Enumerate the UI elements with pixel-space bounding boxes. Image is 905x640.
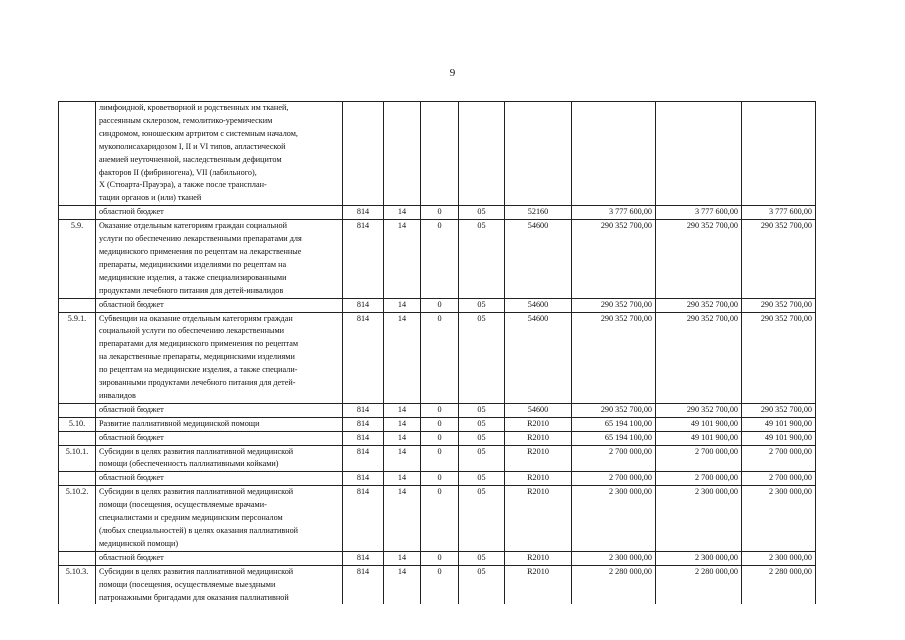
row-name-line: по рецептам на медицинские изделия, а также специали- [99, 365, 298, 375]
row-name-line: X (Стюарта-Прауэра), а также после трансплан- [99, 180, 267, 190]
code-target-cell: R2010 [505, 445, 572, 472]
row-number-cell [59, 102, 96, 206]
code-ministry-cell [343, 102, 384, 206]
row-name-cell [96, 220, 343, 298]
code-program-cell [421, 102, 459, 206]
code-target-cell: 54600 [505, 403, 572, 417]
row-name-line: зированными продуктами лечебного питания для детей- [99, 378, 296, 388]
code-ministry-cell: 814 [343, 298, 384, 312]
row-name-line: рассеянным склерозом, гемолитико-уремическим [99, 115, 273, 125]
code-ministry-cell: 814 [343, 206, 384, 220]
row-name-line: Субвенции на оказание отдельным категориям граждан [99, 313, 293, 323]
sum-year3-cell: 2 300 000,00 [742, 486, 816, 552]
row-name-line: областной бюджет [99, 552, 164, 562]
table-body [59, 102, 816, 605]
code-ministry-cell: 814 [343, 417, 384, 431]
sum-year1-cell: 65 194 100,00 [572, 417, 656, 431]
code-subprogram-cell: 05 [459, 565, 505, 604]
sum-year1-cell: 2 300 000,00 [572, 486, 656, 552]
row-name-line: препаратами для медицинского применения по рецептам [99, 339, 299, 349]
page-number: 9 [449, 67, 456, 79]
sum-year1-cell: 2 700 000,00 [572, 445, 656, 472]
code-ministry-cell: 814 [343, 312, 384, 403]
sum-year1-cell: 65 194 100,00 [572, 431, 656, 445]
code-program-cell: 0 [421, 431, 459, 445]
row-name-line: помощи (посещения, осуществляемые выездными [99, 579, 276, 589]
table-row [59, 206, 816, 220]
row-number-cell [59, 206, 96, 220]
sum-year1-cell: 2 700 000,00 [572, 472, 656, 486]
code-target-cell: R2010 [505, 431, 572, 445]
sum-year3-cell: 2 300 000,00 [742, 551, 816, 565]
sum-year2-cell: 2 300 000,00 [656, 551, 742, 565]
row-name-cell [96, 431, 343, 445]
code-section-cell: 14 [384, 431, 421, 445]
table-row [59, 445, 816, 472]
row-number-cell: 5.9. [59, 220, 96, 298]
code-program-cell: 0 [421, 551, 459, 565]
code-target-cell [505, 102, 572, 206]
sum-year3-cell: 49 101 900,00 [742, 431, 816, 445]
code-target-cell: R2010 [505, 565, 572, 604]
row-name-cell [96, 565, 343, 604]
code-program-cell: 0 [421, 417, 459, 431]
row-name-cell [96, 206, 343, 220]
code-ministry-cell: 814 [343, 565, 384, 604]
sum-year3-cell [742, 102, 816, 206]
sum-year1-cell: 2 300 000,00 [572, 551, 656, 565]
row-name-line: областной бюджет [99, 404, 164, 414]
row-name-line: медицинской помощи) [99, 538, 179, 548]
code-section-cell: 14 [384, 403, 421, 417]
sum-year2-cell [656, 102, 742, 206]
row-number-cell [59, 431, 96, 445]
sum-year2-cell: 3 777 600,00 [656, 206, 742, 220]
row-name-cell [96, 298, 343, 312]
row-name-line: препараты, медицинскими изделиями по рецептам на [99, 259, 287, 269]
row-name-line: помощи (обеспеченность паллиативными койками) [99, 459, 279, 469]
code-section-cell: 14 [384, 551, 421, 565]
sum-year1-cell: 3 777 600,00 [572, 206, 656, 220]
sum-year1-cell: 290 352 700,00 [572, 220, 656, 298]
code-target-cell: 54600 [505, 220, 572, 298]
code-subprogram-cell [459, 102, 505, 206]
row-name-line: услуги по обеспечению лекарственными препаратами для [99, 234, 302, 244]
table-row [59, 565, 816, 604]
row-name-line: специалистами и средним медицинским персоналом [99, 513, 283, 523]
row-name-line: синдромом, юношеским артритом с системным началом, [99, 128, 298, 138]
code-target-cell: R2010 [505, 472, 572, 486]
row-name-line: Субсидии в целях развития паллиативной медицинской [99, 487, 294, 497]
table-row [59, 486, 816, 552]
table-row [59, 417, 816, 431]
row-name-line: патронажными бригадами для оказания паллиативной [99, 592, 289, 602]
sum-year3-cell: 290 352 700,00 [742, 312, 816, 403]
code-section-cell: 14 [384, 298, 421, 312]
row-name-line: Оказание отдельным категориям граждан социальной [99, 221, 287, 231]
table-row [59, 472, 816, 486]
code-target-cell: 52160 [505, 206, 572, 220]
code-subprogram-cell: 05 [459, 403, 505, 417]
code-target-cell: 54600 [505, 298, 572, 312]
row-name-line: Развитие паллиативной медицинской помощи [99, 418, 260, 428]
sum-year2-cell: 49 101 900,00 [656, 417, 742, 431]
table-row [59, 298, 816, 312]
code-program-cell: 0 [421, 565, 459, 604]
row-name-line: помощи (посещения, осуществляемые врачами- [99, 500, 267, 510]
row-name-cell [96, 417, 343, 431]
row-name-line: медицинские изделия, а также специализированными [99, 272, 287, 282]
code-subprogram-cell: 05 [459, 445, 505, 472]
sum-year3-cell: 290 352 700,00 [742, 403, 816, 417]
row-name-cell [96, 102, 343, 206]
row-name-line: социальной услуги по обеспечению лекарственными [99, 326, 285, 336]
row-number-cell: 5.10.1. [59, 445, 96, 472]
row-number-cell: 5.10.3. [59, 565, 96, 604]
code-target-cell: R2010 [505, 551, 572, 565]
sum-year2-cell: 290 352 700,00 [656, 220, 742, 298]
code-program-cell: 0 [421, 298, 459, 312]
row-name-line: анемией неуточненной, наследственным дефицитом [99, 154, 282, 164]
sum-year2-cell: 49 101 900,00 [656, 431, 742, 445]
code-program-cell: 0 [421, 472, 459, 486]
row-name-cell [96, 486, 343, 552]
code-section-cell: 14 [384, 445, 421, 472]
table-row [59, 403, 816, 417]
row-name-cell [96, 551, 343, 565]
code-ministry-cell: 814 [343, 472, 384, 486]
row-name-line: на лекарственные препараты, медицинскими изделиями [99, 352, 295, 362]
row-number-cell [59, 403, 96, 417]
sum-year3-cell: 3 777 600,00 [742, 206, 816, 220]
sum-year2-cell: 2 700 000,00 [656, 445, 742, 472]
code-subprogram-cell: 05 [459, 551, 505, 565]
sum-year1-cell [572, 102, 656, 206]
code-program-cell: 0 [421, 445, 459, 472]
sum-year3-cell: 2 700 000,00 [742, 472, 816, 486]
code-target-cell: R2010 [505, 486, 572, 552]
code-ministry-cell: 814 [343, 445, 384, 472]
row-name-line: областной бюджет [99, 473, 164, 483]
sum-year3-cell: 49 101 900,00 [742, 417, 816, 431]
sum-year3-cell: 290 352 700,00 [742, 220, 816, 298]
row-name-line: тации органов и (или) тканей [99, 193, 202, 203]
sum-year1-cell: 290 352 700,00 [572, 403, 656, 417]
code-target-cell: R2010 [505, 417, 572, 431]
sum-year1-cell: 2 280 000,00 [572, 565, 656, 604]
row-name-cell [96, 445, 343, 472]
row-name-line: мукополисахаридозом I, II и VI типов, апластической [99, 141, 286, 151]
code-section-cell: 14 [384, 472, 421, 486]
table-row [59, 102, 816, 206]
code-ministry-cell: 814 [343, 486, 384, 552]
table-row [59, 220, 816, 298]
row-number-cell: 5.10. [59, 417, 96, 431]
code-ministry-cell: 814 [343, 403, 384, 417]
sum-year3-cell: 2 280 000,00 [742, 565, 816, 604]
code-subprogram-cell: 05 [459, 472, 505, 486]
code-program-cell: 0 [421, 220, 459, 298]
row-name-line: лимфоидной, кроветворной и родственных им тканей, [99, 103, 289, 112]
code-section-cell: 14 [384, 565, 421, 604]
row-name-line: продуктами лечебного питания для детей-инвалидов [99, 285, 284, 295]
code-program-cell: 0 [421, 403, 459, 417]
row-name-cell [96, 472, 343, 486]
code-subprogram-cell: 05 [459, 486, 505, 552]
code-section-cell [384, 102, 421, 206]
row-number-cell: 5.9.1. [59, 312, 96, 403]
code-ministry-cell: 814 [343, 551, 384, 565]
row-name-line: областной бюджет [99, 432, 164, 442]
row-name-line: областной бюджет [99, 207, 164, 217]
code-program-cell: 0 [421, 312, 459, 403]
sum-year2-cell: 2 300 000,00 [656, 486, 742, 552]
table-row [59, 312, 816, 403]
sum-year3-cell: 2 700 000,00 [742, 445, 816, 472]
code-program-cell: 0 [421, 206, 459, 220]
code-program-cell: 0 [421, 486, 459, 552]
code-section-cell: 14 [384, 486, 421, 552]
code-section-cell: 14 [384, 206, 421, 220]
sum-year2-cell: 290 352 700,00 [656, 298, 742, 312]
code-section-cell: 14 [384, 220, 421, 298]
row-number-cell [59, 472, 96, 486]
code-ministry-cell: 814 [343, 431, 384, 445]
code-subprogram-cell: 05 [459, 431, 505, 445]
code-section-cell: 14 [384, 312, 421, 403]
row-name-line: областной бюджет [99, 299, 164, 309]
sum-year1-cell: 290 352 700,00 [572, 312, 656, 403]
code-ministry-cell: 814 [343, 220, 384, 298]
code-subprogram-cell: 05 [459, 312, 505, 403]
sum-year2-cell: 290 352 700,00 [656, 312, 742, 403]
sum-year1-cell: 290 352 700,00 [572, 298, 656, 312]
row-name-cell [96, 403, 343, 417]
row-number-cell [59, 298, 96, 312]
sum-year2-cell: 2 280 000,00 [656, 565, 742, 604]
budget-table [58, 101, 816, 604]
code-subprogram-cell: 05 [459, 298, 505, 312]
row-name-line: факторов II (фибриногена), VII (лабильного), [99, 167, 257, 177]
code-subprogram-cell: 05 [459, 220, 505, 298]
sum-year2-cell: 2 700 000,00 [656, 472, 742, 486]
row-name-cell [96, 312, 343, 403]
sum-year2-cell: 290 352 700,00 [656, 403, 742, 417]
row-name-line: инвалидов [99, 390, 136, 400]
sum-year3-cell: 290 352 700,00 [742, 298, 816, 312]
row-name-line: медицинского применения по рецептам на лекарственные [99, 246, 302, 256]
code-subprogram-cell: 05 [459, 417, 505, 431]
row-number-cell [59, 551, 96, 565]
row-number-cell: 5.10.2. [59, 486, 96, 552]
row-name-line: Субсидии в целях развития паллиативной медицинской [99, 566, 294, 576]
code-section-cell: 14 [384, 417, 421, 431]
table-row [59, 551, 816, 565]
code-target-cell: 54600 [505, 312, 572, 403]
row-name-line: Субсидии в целях развития паллиативной медицинской [99, 446, 294, 456]
code-subprogram-cell: 05 [459, 206, 505, 220]
row-name-line: (любых специальностей) в целях оказания паллиативной [99, 526, 299, 535]
table-row [59, 431, 816, 445]
